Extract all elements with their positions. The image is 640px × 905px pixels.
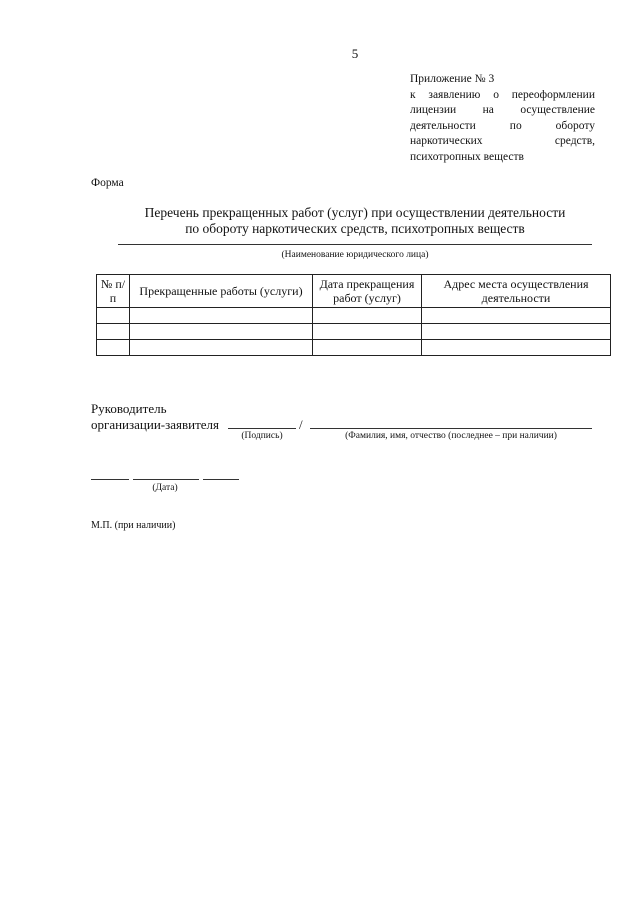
form-label: Форма: [91, 177, 124, 189]
heading-line-2: по обороту наркотических средств, психотропных веществ: [185, 221, 525, 236]
org-name-caption: (Наименование юридического лица): [281, 250, 429, 260]
header-number: № п/п: [97, 275, 130, 308]
signature-role-line-1: Руководитель: [91, 401, 167, 416]
heading-line-1: Перечень прекращенных работ (услуг) при осуществлении деятельности: [144, 205, 566, 220]
table-row: [97, 308, 611, 324]
signature-line[interactable]: [228, 428, 296, 429]
full-name-caption: (Фамилия, имя, отчество (последнее – при наличии): [345, 431, 557, 441]
appendix-block: [410, 72, 595, 165]
header-date: Дата прекращения работ (услуг): [313, 275, 422, 308]
table-cell[interactable]: [313, 308, 422, 324]
table-row: [97, 324, 611, 340]
page-number: 5: [351, 46, 359, 61]
date-month-line[interactable]: [133, 479, 199, 480]
appendix-body: к заявлению о переоформлении лицензии на осуществление деятельности по обороту наркотических средств, психотропных веществ: [410, 88, 595, 163]
table-cell[interactable]: [313, 340, 422, 356]
date-day-line[interactable]: [91, 479, 129, 480]
signature-caption: (Подпись): [241, 431, 283, 441]
table-header-row: [97, 275, 611, 308]
table-cell[interactable]: [130, 324, 313, 340]
header-works: Прекращенные работы (услуги): [130, 275, 313, 308]
table-cell[interactable]: [130, 340, 313, 356]
header-address: Адрес места осуществления деятельности: [422, 275, 611, 308]
table-cell[interactable]: [97, 308, 130, 324]
table-cell[interactable]: [422, 340, 611, 356]
table-cell[interactable]: [130, 308, 313, 324]
signature-role-line-2: организации-заявителя: [91, 417, 220, 432]
seal-label: М.П. (при наличии): [91, 520, 176, 531]
date-year-line[interactable]: [203, 479, 239, 480]
table-cell[interactable]: [313, 324, 422, 340]
table-cell[interactable]: [422, 324, 611, 340]
org-name-line[interactable]: [118, 244, 592, 245]
works-table: [96, 274, 611, 356]
appendix-title: Приложение № 3: [410, 73, 495, 85]
table-cell[interactable]: [422, 308, 611, 324]
full-name-line[interactable]: [310, 428, 592, 429]
table-row: [97, 340, 611, 356]
date-caption: (Дата): [152, 483, 178, 493]
document-heading: [95, 205, 615, 237]
table-cell[interactable]: [97, 340, 130, 356]
table-cell[interactable]: [97, 324, 130, 340]
signature-slash: /: [299, 417, 303, 432]
